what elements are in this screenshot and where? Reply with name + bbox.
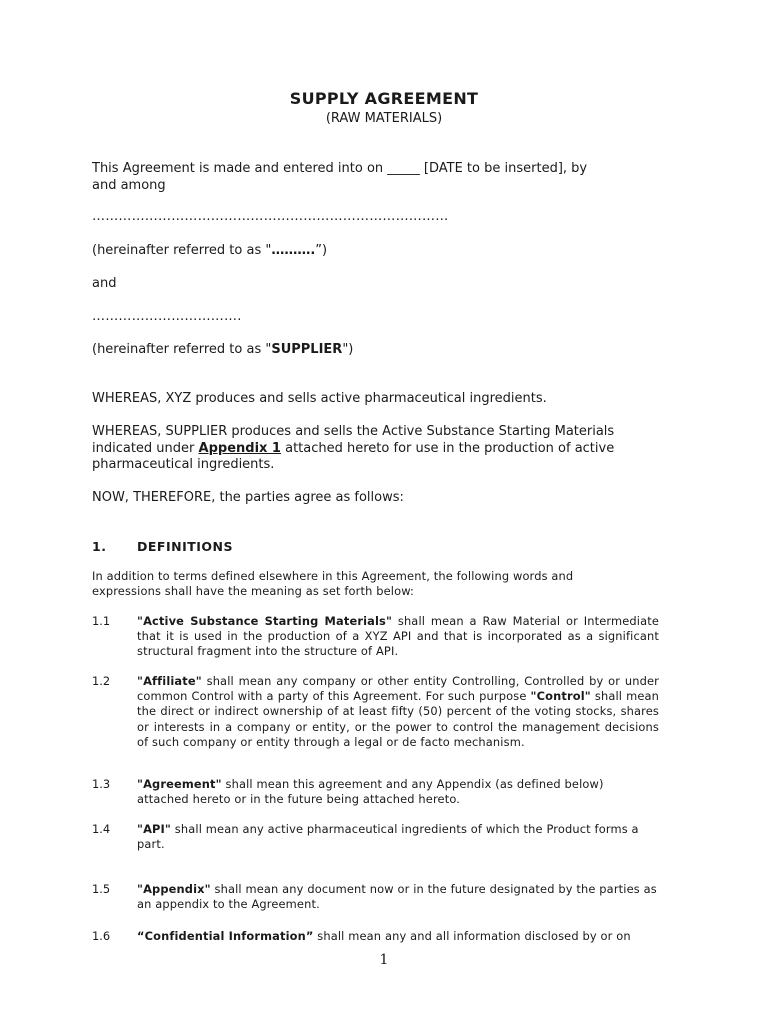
definition-item: [137, 882, 659, 912]
whereas-clause-2-text: indicated under: [92, 441, 199, 456]
definition-number: 1.6: [92, 929, 111, 943]
whereas-clause-1: WHEREAS, XYZ produces and sells active pharmaceutical ingredients.: [92, 391, 547, 406]
party2-reference: [92, 342, 353, 359]
section-intro-line-2: expressions shall have the meaning as set forth below:: [92, 584, 415, 598]
definition-term: "Active Substance Starting Materials": [137, 614, 393, 628]
definition-text: shall mean this agreement and any Appendix (as defined below) attached hereto or in the future being attached hereto.: [137, 777, 604, 807]
definition-number: 1.5: [92, 882, 111, 896]
definition-text: shall mean any document now or in the future designated by the parties as an appendix to the Agreement.: [137, 882, 657, 912]
and-word: and: [92, 276, 117, 291]
whereas-clause-2-line-3: pharmaceutical ingredients.: [92, 457, 275, 472]
definition-item: [137, 822, 659, 852]
definition-item: [137, 614, 659, 660]
now-therefore: NOW, THEREFORE, the parties agree as follows:: [92, 490, 404, 505]
definition-term: "Appendix": [137, 882, 211, 896]
party1-ref-name: ……….: [271, 243, 316, 258]
intro-line-2: and among: [92, 178, 166, 193]
party1-reference: [92, 243, 327, 260]
definition-text: shall mean a Raw Material or Intermediate that it is used in the production of a XYZ API and that is incorporated as a significant structural fragment into the structure of API.: [137, 614, 659, 659]
intro-line-1: This Agreement is made and entered into on _____ [DATE to be inserted], by: [92, 161, 588, 176]
page-number: 1: [379, 952, 389, 968]
definition-text: shall mean any and all information disclosed by or on: [313, 929, 631, 943]
party1-placeholder: ………………………………………………………………………: [92, 209, 449, 224]
definition-term: "Agreement": [137, 777, 222, 791]
party1-ref-prefix: (hereinafter referred to as ": [92, 243, 272, 258]
whereas-clause-2-text-after: attached hereto for use in the production of active: [280, 441, 615, 456]
section-intro-line-1: In addition to terms defined elsewhere in this Agreement, the following words and: [92, 569, 574, 583]
section-number: 1.: [92, 539, 107, 554]
definition-item: [137, 777, 659, 807]
definition-term-2: "Control": [530, 689, 591, 704]
document-subtitle: (RAW MATERIALS): [325, 111, 443, 126]
definition-number: 1.4: [92, 822, 111, 836]
section-title: DEFINITIONS: [137, 539, 233, 554]
definition-text: shall mean any active pharmaceutical ingredients of which the Product forms a part.: [137, 822, 639, 852]
definition-item: [137, 929, 659, 944]
definition-term: "Affiliate": [137, 674, 202, 688]
appendix-1-link[interactable]: Appendix 1: [198, 441, 281, 456]
party2-ref-suffix: "): [342, 342, 354, 357]
definition-number: 1.3: [92, 777, 111, 791]
definition-term: “Confidential Information”: [137, 929, 314, 943]
party2-ref-prefix: (hereinafter referred to as ": [92, 342, 272, 357]
whereas-clause-2-line-1: WHEREAS, SUPPLIER produces and sells the Active Substance Starting Materials: [92, 424, 615, 439]
party2-ref-name: SUPPLIER: [271, 342, 343, 357]
definition-item: [137, 674, 659, 750]
party1-ref-suffix: ”): [315, 243, 328, 258]
definition-text-2: shall mean the direct or indirect ownership of at least fifty (50) percent of the voting stocks, shares or interests in a company or entity, or the power to control the management decisions of such company or entity through a legal or de facto mechanism.: [137, 689, 659, 749]
whereas-clause-2-line-2: [92, 441, 614, 458]
party2-placeholder: …………………………….: [92, 309, 242, 324]
document-title: SUPPLY AGREEMENT: [289, 89, 479, 108]
definition-text: shall mean any company or other entity Controlling, Controlled by or under common Control with a party of this Agreement. For such purpose: [137, 674, 659, 704]
definition-number: 1.2: [92, 674, 111, 688]
definition-number: 1.1: [92, 614, 111, 628]
definition-term: "API": [137, 822, 172, 836]
